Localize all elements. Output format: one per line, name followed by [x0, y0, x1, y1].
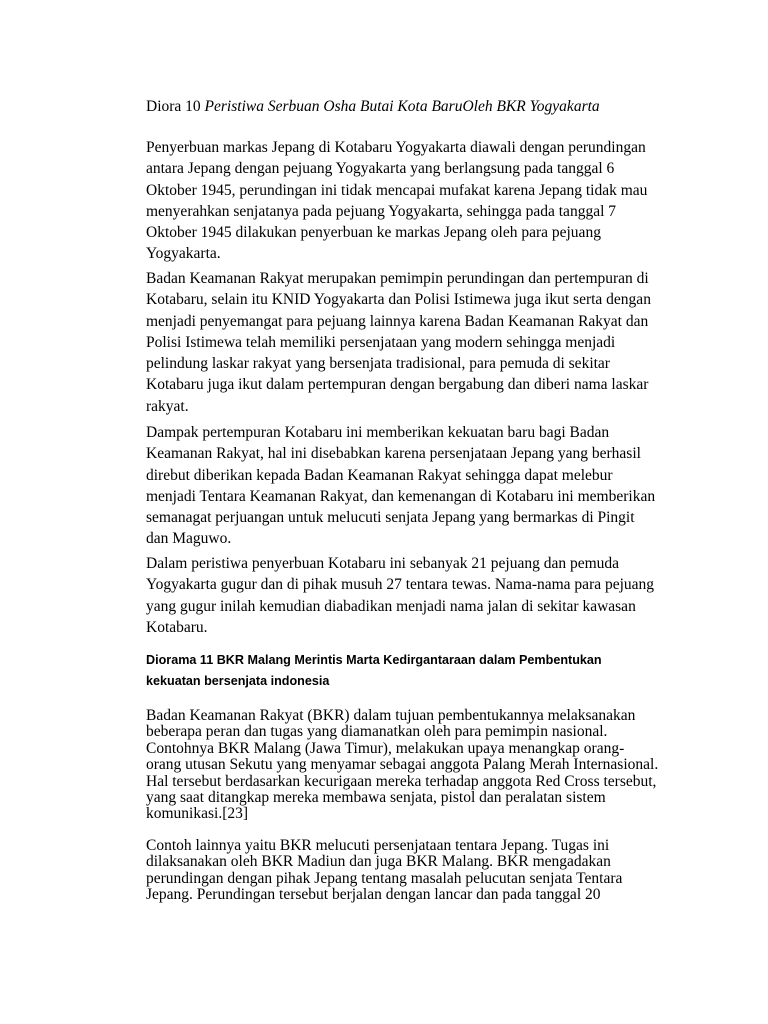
- section-heading-diorama-11: [146, 650, 666, 691]
- text-line: menjadi Tentara Keamanan Rakyat, dan kemenangan di Kotabaru ini memberikan: [146, 487, 656, 505]
- paragraph-disarmament: [146, 838, 668, 904]
- text-line: Dalam peristiwa penyerbuan Kotabaru ini sebanyak 21 pejuang dan pemuda: [146, 555, 620, 572]
- text-line: Oktober 1945, perundingan ini tidak mencapai mufakat karena Jepang tidak mau: [146, 181, 648, 199]
- text-line: Contoh lainnya yaitu BKR melucuti persenjataan tentara Jepang. Tugas ini: [146, 837, 610, 854]
- paragraph-kotabaru-intro: [146, 137, 668, 265]
- text-line: Badan Keamanan Rakyat (BKR) dalam tujuan pembentukannya melaksanakan: [146, 707, 636, 724]
- paragraph-casualties: [146, 553, 668, 638]
- text-line: beberapa peran dan tugas yang diamanatkan oleh para pemimpin nasional.: [146, 723, 608, 741]
- text-line: semanagat perjuangan untuk melucuti senjata Jepang yang bermarkas di Pingit: [146, 509, 635, 527]
- heading-line: Diorama 11 BKR Malang Merintis Marta Kedirgantaraan dalam Pembentukan: [146, 653, 602, 667]
- text-line: dan Maguwo.: [146, 530, 232, 548]
- text-line: menyerahkan senjatanya pada pejuang Yogyakarta, sehingga pada tanggal 7: [146, 202, 617, 220]
- text-line: Keamanan Rakyat, hal ini disebabkan karena persenjataan Jepang yang berhasil: [146, 445, 641, 463]
- paragraph-bkr-role: [146, 268, 668, 417]
- text-line: Polisi Istimewa telah memiliki persenjataan yang modern sehingga menjadi: [146, 333, 616, 351]
- text-line: orang utusan Sekutu yang menyamar sebagai anggota Palang Merah Internasional.: [146, 756, 659, 774]
- text-line: direbut diberikan kepada Badan Keamanan Rakyat sehingga dapat melebur: [146, 466, 613, 484]
- text-line: rakyat.: [146, 397, 189, 415]
- text-line: antara Jepang dengan pejuang Yogyakarta yang berlangsung pada tanggal 6: [146, 160, 615, 178]
- heading-line: kekuatan bersenjata indonesia: [146, 673, 330, 688]
- text-line: Kotabaru.: [146, 618, 208, 636]
- text-line: Yogyakarta.: [146, 245, 221, 263]
- text-line: yang gugur inilah kemudian diabadikan menjadi nama jalan di sekitar kawasan: [146, 597, 636, 615]
- text-line: Kotabaru, selain itu KNID Yogyakarta dan Polisi Istimewa juga ikut serta dengan: [146, 291, 651, 309]
- text-line: menjadi penyemangat para pejuang lainnya karena Badan Keamanan Rakyat dan: [146, 312, 649, 330]
- text-line: Penyerbuan markas Jepang di Kotabaru Yogyakarta diawali dengan perundingan: [146, 139, 646, 156]
- text-line: Contohnya BKR Malang (Jawa Timur), melakukan upaya menangkap orang-: [146, 739, 625, 757]
- title-italic: Peristiwa Serbuan Osha Butai Kota BaruOleh BKR Yogyakarta: [204, 98, 600, 115]
- text-line: perundingan dengan pihak Jepang tentang masalah pelucutan senjata Tentara: [146, 869, 623, 887]
- text-line: Dampak pertempuran Kotabaru ini memberikan kekuatan baru bagi Badan: [146, 424, 610, 441]
- text-line: pelindung laskar rakyat yang bersenjata tradisional, para pemuda di sekitar: [146, 355, 610, 373]
- text-line: yang saat ditangkap mereka membawa senjata, pistol dan peralatan sistem: [146, 789, 606, 807]
- text-line: Badan Keamanan Rakyat merupakan pemimpin perundingan dan pertempuran di: [146, 270, 649, 287]
- paragraph-impact: [146, 422, 668, 550]
- page-title: [146, 96, 686, 117]
- title-prefix: Diora 10: [146, 98, 205, 115]
- text-line: Kotabaru juga ikut dalam pertempuran dengan bergabung dan diberi nama laskar: [146, 376, 649, 394]
- text-line: Oktober 1945 dilakukan penyerbuan ke markas Jepang oleh para pejuang: [146, 224, 601, 242]
- text-line: Yogyakarta gugur dan di pihak musuh 27 tentara tewas. Nama-nama para pejuang: [146, 576, 655, 594]
- text-line: komunikasi.[23]: [146, 805, 249, 823]
- text-line: Jepang. Perundingan tersebut berjalan dengan lancar dan pada tanggal 20: [146, 886, 601, 904]
- text-line: dilaksanakan oleh BKR Madiun dan juga BKR Malang. BKR mengadakan: [146, 853, 611, 871]
- text-line: Hal tersebut berdasarkan kecurigaan mereka terhadap anggota Red Cross tersebut,: [146, 772, 657, 790]
- paragraph-bkr-malang: [146, 708, 668, 823]
